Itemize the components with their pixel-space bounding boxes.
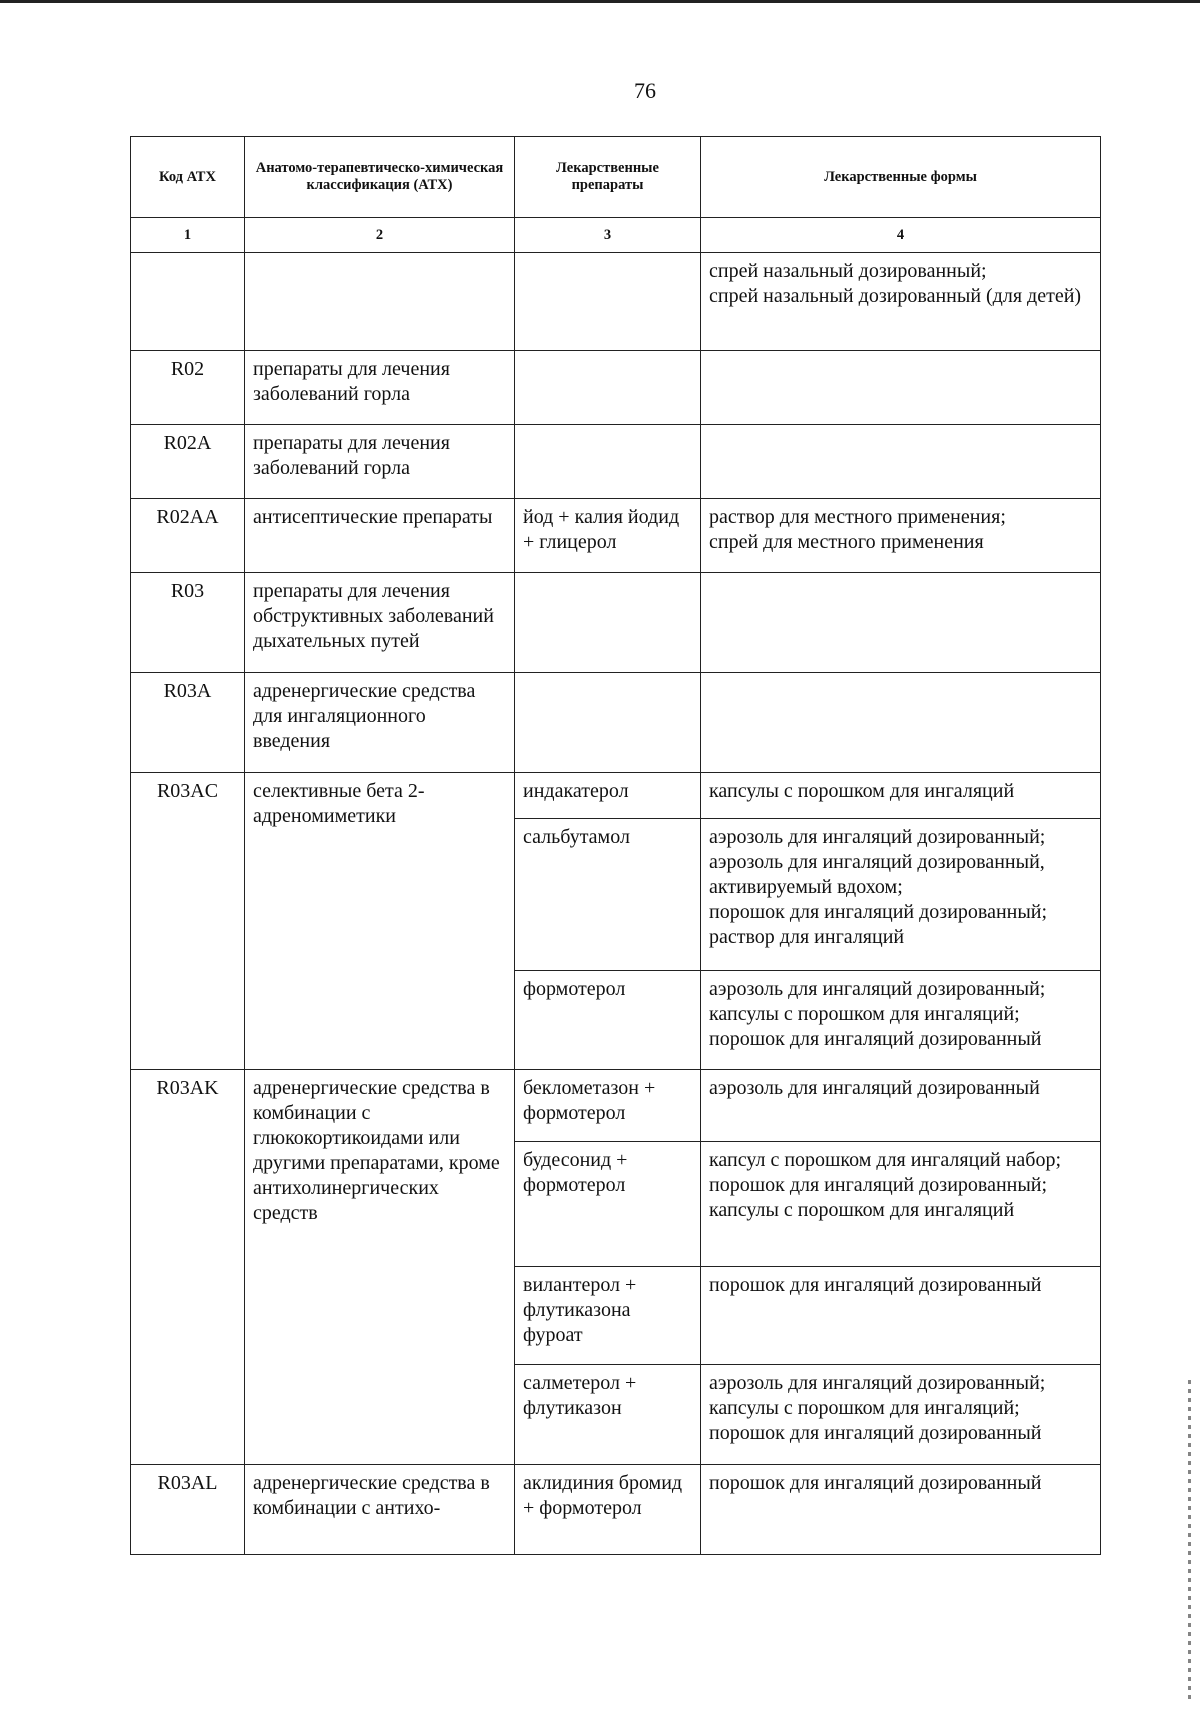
forms-cell: раствор для местного применения; спрей для местного применения xyxy=(701,499,1101,573)
table-row xyxy=(131,1070,1101,1142)
drug-cell: вилантерол + флутиказона фуроат xyxy=(515,1267,701,1365)
code-cell: R02AA xyxy=(131,499,245,573)
column-number: 4 xyxy=(701,218,1101,253)
header-row xyxy=(131,137,1101,218)
drug-cell: аклидиния бромид + формотерол xyxy=(515,1465,701,1555)
class-cell: селективные бета 2-адреномиметики xyxy=(245,773,515,1070)
scan-edge-noise xyxy=(1188,1380,1191,1700)
forms-cell: капсулы с порошком для ингаляций xyxy=(701,773,1101,819)
forms-cell: аэрозоль для ингаляций дозированный; капсулы с порошком для ингаляций; порошок для ингаляций дозированный xyxy=(701,971,1101,1070)
column-number: 3 xyxy=(515,218,701,253)
header-forms: Лекарственные формы xyxy=(701,137,1101,218)
code-cell: R03 xyxy=(131,573,245,673)
forms-cell: аэрозоль для ингаляций дозированный; аэрозоль для ингаляций дозированный, активируемый вдохом; порошок для ингаляций дозированный; раствор для ингаляций xyxy=(701,819,1101,971)
drug-cell: беклометазон + формотерол xyxy=(515,1070,701,1142)
table-row xyxy=(131,425,1101,499)
class-cell xyxy=(245,253,515,351)
code-cell: R03AC xyxy=(131,773,245,1070)
table-row xyxy=(131,1465,1101,1555)
table-row xyxy=(131,673,1101,773)
atx-table xyxy=(130,136,1101,1555)
forms-cell xyxy=(701,673,1101,773)
code-cell: R03A xyxy=(131,673,245,773)
code-cell xyxy=(131,253,245,351)
table-row xyxy=(131,573,1101,673)
drug-cell xyxy=(515,573,701,673)
forms-cell: спрей назальный дозированный; спрей назальный дозированный (для детей) xyxy=(701,253,1101,351)
code-cell: R02A xyxy=(131,425,245,499)
forms-cell xyxy=(701,351,1101,425)
forms-cell xyxy=(701,573,1101,673)
class-cell: препараты для лечения обструктивных заболеваний дыхательных путей xyxy=(245,573,515,673)
header-drugs: Лекарственные препараты xyxy=(515,137,701,218)
drug-cell: формотерол xyxy=(515,971,701,1070)
table-row xyxy=(131,351,1101,425)
header-code: Код АТХ xyxy=(131,137,245,218)
drug-cell: будесонид + формотерол xyxy=(515,1142,701,1267)
code-cell: R02 xyxy=(131,351,245,425)
forms-cell: порошок для ингаляций дозированный xyxy=(701,1267,1101,1365)
drug-cell xyxy=(515,425,701,499)
drug-cell xyxy=(515,673,701,773)
code-cell: R03AL xyxy=(131,1465,245,1555)
class-cell: препараты для лечения заболеваний горла xyxy=(245,351,515,425)
table-row xyxy=(131,253,1101,351)
drug-cell: сальбутамол xyxy=(515,819,701,971)
drug-cell: йод + калия йодид + глицерол xyxy=(515,499,701,573)
forms-cell xyxy=(701,425,1101,499)
top-rule xyxy=(0,0,1200,3)
table-row xyxy=(131,773,1101,819)
class-cell: антисептические препараты xyxy=(245,499,515,573)
page-number: 76 xyxy=(634,78,656,103)
drug-cell xyxy=(515,351,701,425)
forms-cell: аэрозоль для ингаляций дозированный xyxy=(701,1070,1101,1142)
header-classification: Анатомо-терапевтическо-химическая классификация (АТХ) xyxy=(245,137,515,218)
code-cell: R03AK xyxy=(131,1070,245,1465)
class-cell: препараты для лечения заболеваний горла xyxy=(245,425,515,499)
column-number-row xyxy=(131,218,1101,253)
forms-cell: аэрозоль для ингаляций дозированный; капсулы с порошком для ингаляций; порошок для ингаляций дозированный xyxy=(701,1365,1101,1465)
class-cell: адренергические средства в комбинации с антихо- xyxy=(245,1465,515,1555)
drug-cell: индакатерол xyxy=(515,773,701,819)
column-number: 1 xyxy=(131,218,245,253)
drug-cell: салметерол + флутиказон xyxy=(515,1365,701,1465)
forms-cell: капсул с порошком для ингаляций набор; порошок для ингаляций дозированный; капсулы с порошком для ингаляций xyxy=(701,1142,1101,1267)
drug-cell xyxy=(515,253,701,351)
table-row xyxy=(131,499,1101,573)
column-number: 2 xyxy=(245,218,515,253)
class-cell: адренергические средства для ингаляционного введения xyxy=(245,673,515,773)
forms-cell: порошок для ингаляций дозированный xyxy=(701,1465,1101,1555)
class-cell: адренергические средства в комбинации с глюкокортикоидами или другими препаратами, кроме антихолинергических средств xyxy=(245,1070,515,1465)
